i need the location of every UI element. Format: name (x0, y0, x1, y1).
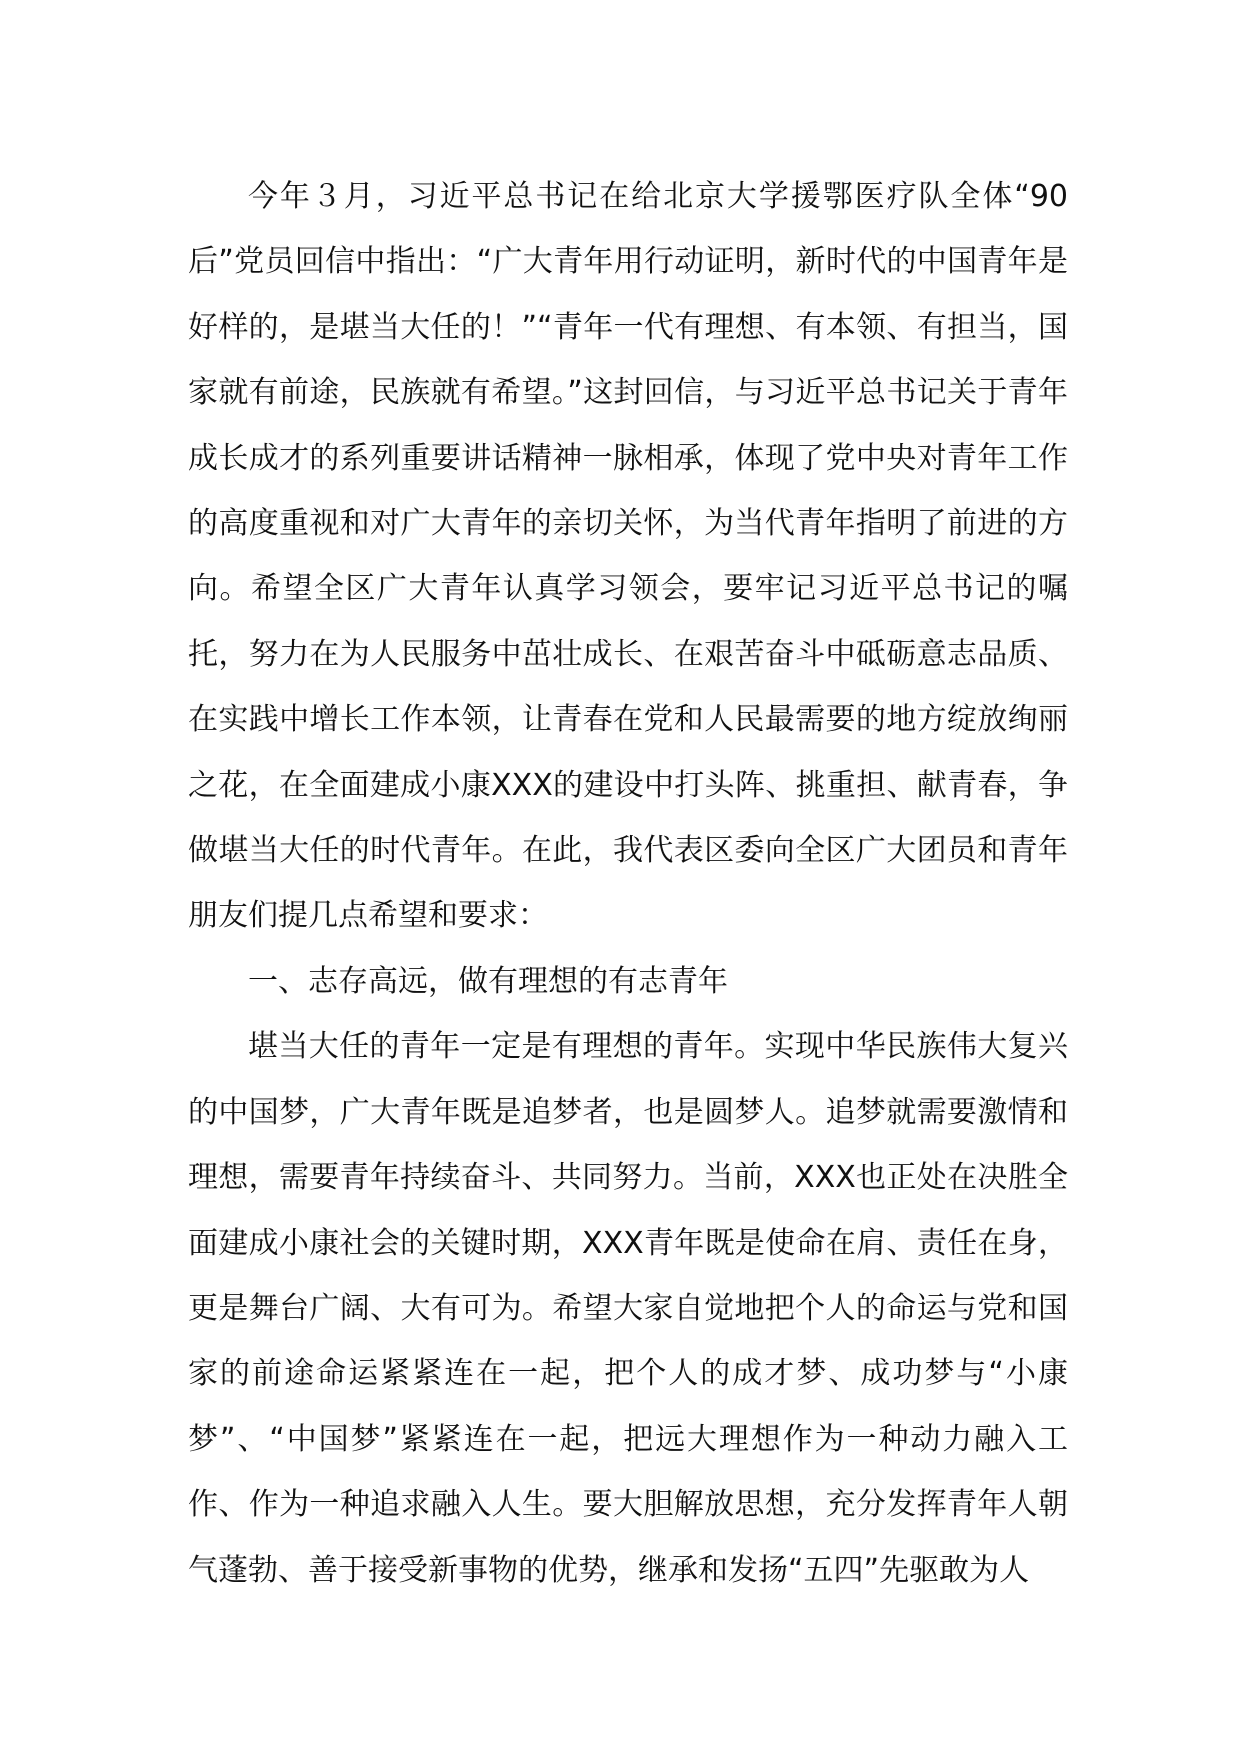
section-heading: 一、志存高远，做有理想的有志青年 (248, 963, 728, 999)
document-body (188, 164, 1068, 1603)
intro-paragraph: 今年３月，习近平总书记在给北京大学援鄂医疗队全体“90后”党员回信中指出：“广大青年用行动证明，新时代的中国青年是好样的，是堪当大任的！”“青年一代有理想、有本领、有担当，国家就有前途，民族就有希望。”这封回信，与习近平总书记关于青年成长成才的系列重要讲话精神一脉相承，体现了党中央对青年工作的高度重视和对广大青年的亲切关怀，为当代青年指明了前进的方向。希望全区广大青年认真学习领会，要牢记习近平总书记的嘱托，努力在为人民服务中茁壮成长、在艰苦奋斗中砥砺意志品质、在实践中增长工作本领，让青春在党和人民最需要的地方绽放绚丽之花，在全面建成小康XXX的建设中打头阵、挑重担、献青春，争做堪当大任的时代青年。在此，我代表区委向全区广大团员和青年朋友们提几点希望和要求： (188, 179, 1068, 934)
section-paragraph: 堪当大任的青年一定是有理想的青年。实现中华民族伟大复兴的中国梦，广大青年既是追梦者，也是圆梦人。追梦就需要激情和理想，需要青年持续奋斗、共同努力。当前，XXX也正处在决胜全面建成小康社会的关键时期，XXX青年既是使命在肩、责任在身，更是舞台广阔、大有可为。希望大家自觉地把个人的命运与党和国家的前途命运紧紧连在一起，把个人的成才梦、成功梦与“小康梦”、“中国梦”紧紧连在一起，把远大理想作为一种动力融入工作、作为一种追求融入人生。要大胆解放思想，充分发挥青年人朝气蓬勃、善于接受新事物的优势，继承和发扬“五四”先驱敢为人 (188, 1029, 1068, 1588)
